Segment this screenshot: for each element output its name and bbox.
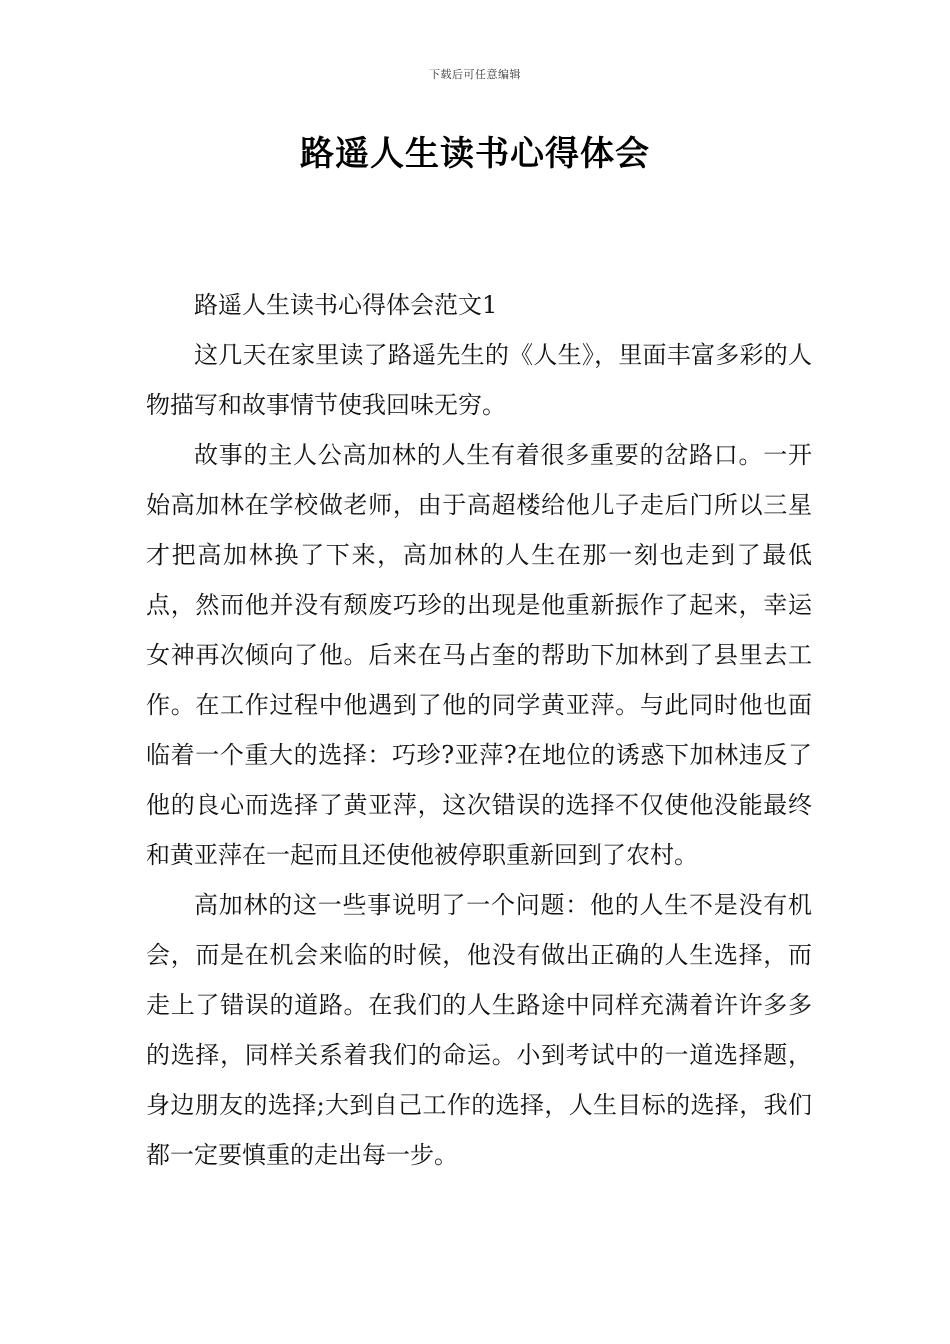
document-title: 路遥人生读书心得体会 <box>300 134 650 174</box>
header-note: 下载后可任意编辑 <box>429 68 521 81</box>
paragraph: 故事的主人公高加林的人生有着很多重要的岔路口。一开始高加林在学校做老师，由于高超楼给他儿子走后门所以三星才把高加林换了下来，高加林的人生在那一刻也走到了最低点，然而他并没有颓废巧珍的出现是他重新振作了起来，幸运女神再次倾向了他。后来在马占奎的帮助下加林到了县里去工作。在工作过程中他遇到了他的同学黄亚萍。与此同时他也面临着一个重大的选择：巧珍?亚萍?在地位的诱惑下加林违反了他的良心而选择了黄亚萍，这次错误的选择不仅使他没能最终和黄亚萍在一起而且还使他被停职重新回到了农村。 <box>146 441 812 869</box>
document-body <box>146 280 812 1180</box>
paragraph: 这几天在家里读了路遥先生的《人生》，里面丰富多彩的人物描写和故事情节使我回味无穷。 <box>146 341 812 419</box>
paragraph-heading: 路遥人生读书心得体会范文1 <box>194 291 498 319</box>
paragraph: 高加林的这一些事说明了一个问题：他的人生不是没有机会，而是在机会来临的时候，他没有做出正确的人生选择，而走上了错误的道路。在我们的人生路途中同样充满着许许多多的选择，同样关系着我们的命运。小到考试中的一道选择题，身边朋友的选择;大到自己工作的选择，人生目标的选择，我们都一定要慎重的走出每一步。 <box>146 891 812 1169</box>
